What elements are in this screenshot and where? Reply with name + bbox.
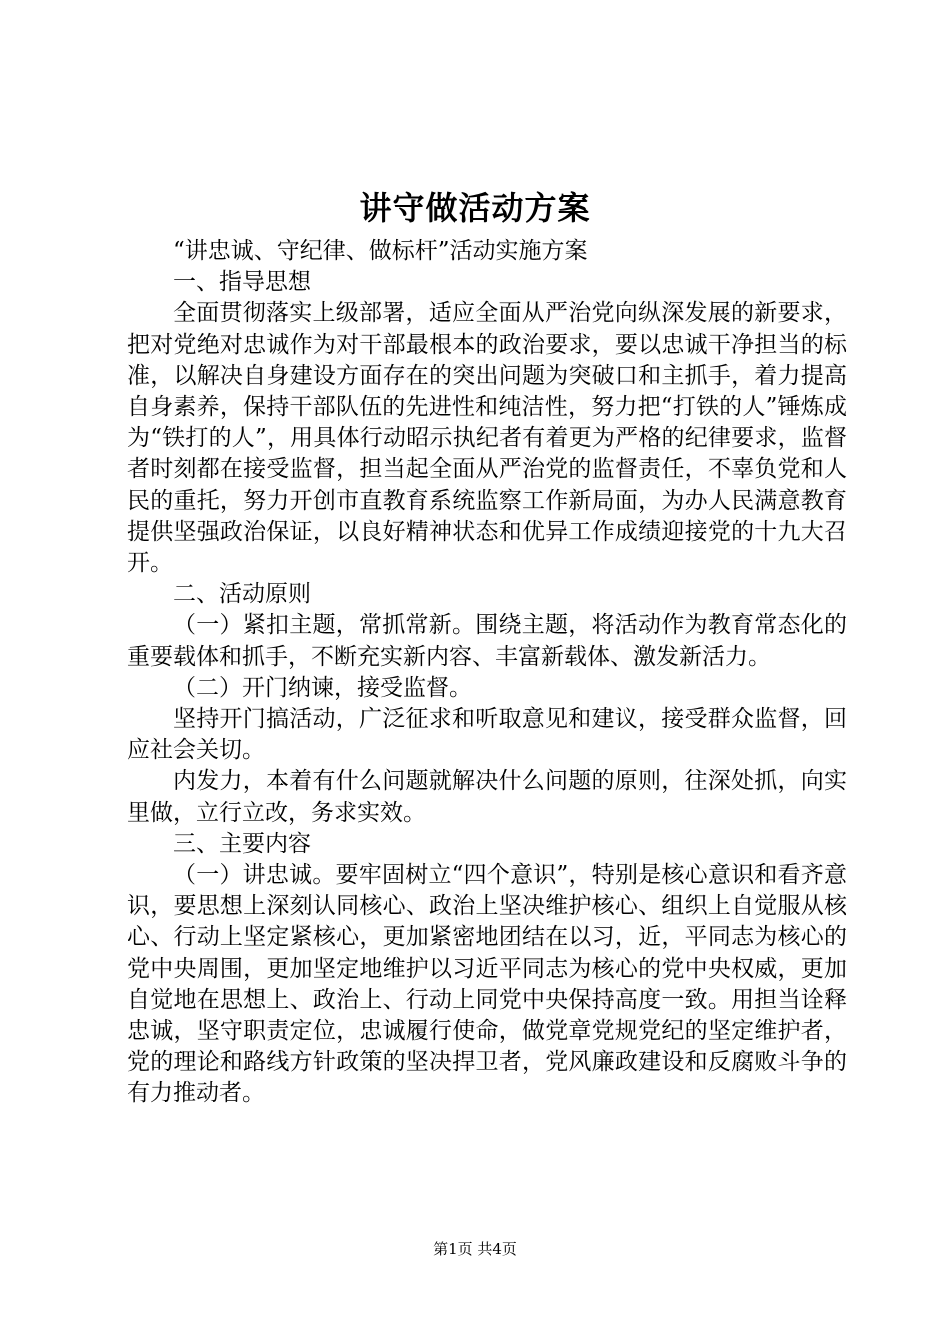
section-heading-main-content: 三、主要内容 <box>173 830 311 857</box>
body-paragraph: 内发力，本着有什么问题就解决什么问题的原则，往深处抓，向实里做，立行立改，务求实效。 <box>127 768 847 826</box>
body-paragraph: （二）开门纳谏，接受监督。 <box>173 674 472 701</box>
body-paragraph: （一）讲忠诚。要牢固树立“四个意识”，特别是核心意识和看齐意识，要思想上深刻认同核心、政治上坚决维护核心、组织上自觉服从核心、行动上坚定紧核心，更加紧密地团结在以习，近，平同志为核心的党中央周围，更加坚定地维护以习近平同志为核心的党中央权威，更加自觉地在思想上、政治上、行动上同党中央保持高度一致。用担当诠释忠诚，坚守职责定位，忠诚履行使命，做党章党规党纪的坚定维护者，党的理论和路线方针政策的坚决捍卫者，党风廉政建设和反腐败斗争的有力推动者。 <box>127 862 847 1107</box>
subtitle-paragraph: “讲忠诚、守纪律、做标杆”活动实施方案 <box>173 238 588 264</box>
body-paragraph: （一）紧扣主题，常抓常新。围绕主题，将活动作为教育常态化的重要载体和抓手，不断充实新内容、丰富新载体、激发新活力。 <box>127 612 847 670</box>
document-title: 讲守做活动方案 <box>359 189 591 227</box>
document-body <box>127 236 847 1110</box>
section-heading-guiding-thought: 一、指导思想 <box>173 269 311 296</box>
body-paragraph: 全面贯彻落实上级部署，适应全面从严治党向纵深发展的新要求，把对党绝对忠诚作为对干部最根本的政治要求，要以忠诚干净担当的标准，以解决自身建设方面存在的突出问题为突破口和主抓手，着力提高自身素养，保持干部队伍的先进性和纯洁性，努力把“打铁的人”锤炼成为“铁打的人”，用具体行动昭示执纪者有着更为严格的纪律要求，监督者时刻都在接受监督，担当起全面从严治党的监督责任，不辜负党和人民的重托，努力开创市直教育系统监察工作新局面，为办人民满意教育提供坚强政治保证，以良好精神状态和优异工作成绩迎接党的十九大召开。 <box>127 300 847 577</box>
body-paragraph: 坚持开门搞活动，广泛征求和听取意见和建议，接受群众监督，回应社会关切。 <box>127 706 847 764</box>
page-number-footer: 第1页 共4页 <box>433 1240 517 1258</box>
section-heading-principles: 二、活动原则 <box>173 581 311 608</box>
